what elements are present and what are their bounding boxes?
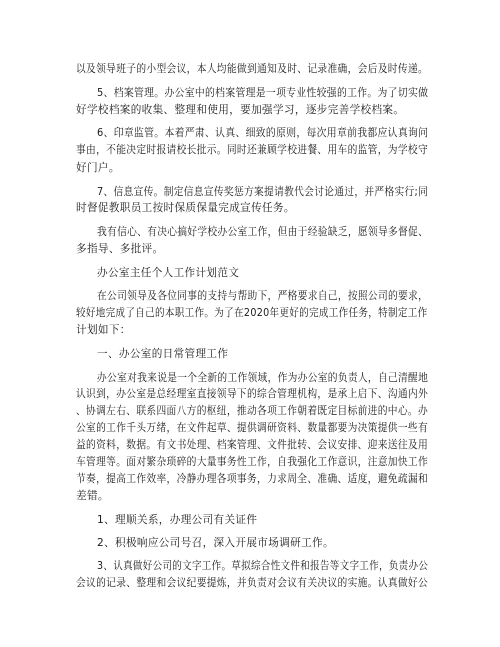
paragraph-line: 较好地完成了自己的本职工作。为了在2020年更好的完成工作任务，特制定工作 xyxy=(76,307,428,320)
paragraph-line: 办公室对我来说是一个全新的工作领域，作为办公室的负责人，自己清醒地 xyxy=(97,371,429,384)
paragraph-line: 会议的记录、整理和会议纪要提炼，并负责对会议有关决议的实施。认真做好公 xyxy=(76,577,429,589)
paragraph-line: 认识到，办公室是总经理室直接领导下的综合管理机构，是承上启下、沟通内外 xyxy=(76,388,429,401)
paragraph-line: 、协调左右、联系四面八方的枢纽，推动各项工作朝着既定目标前进的中心。办 xyxy=(76,405,429,418)
paragraph-line: 在公司领导及各位同事的支持与帮助下，严格要求自己，按照公司的要求， xyxy=(97,290,429,303)
section-title: 办公室主任个人工作计划范文 xyxy=(97,266,240,279)
paragraph-line: 事由，不能决定时报请校长批示。同时还兼顾学校进餐、用车的监管，为学校守 xyxy=(76,144,429,157)
paragraph-line: 计划如下： xyxy=(76,324,131,337)
paragraph-line: 公室的工作千头万绪，在文件起草、提供调研资料、数量都要为决策提供一些有 xyxy=(76,422,429,435)
list-item: 3、认真做好公司的文字工作。草拟综合性文件和报告等文字工作，负责办公 xyxy=(97,560,429,573)
list-item: 2、积极响应公司号召，深入开展市场调研工作。 xyxy=(97,537,334,550)
paragraph-line: 益的资料，数据。有文书处理、档案管理、文件批转、会议安排、迎来送往及用 xyxy=(76,439,429,452)
paragraph-line: 多指导、多批评。 xyxy=(76,243,164,256)
list-item: 1、理顺关系，办理公司有关证件 xyxy=(97,514,258,527)
paragraph-line: 节奏，提高工作效率，冷静办理各项事务，力求周全、准确、适度，避免疏漏和 xyxy=(76,473,429,486)
paragraph-line: 6、印章监管。本着严肃、认真、细致的原则，每次用章前我都应认真询问 xyxy=(97,127,429,140)
paragraph-line: 5、档案管理。办公室中的档案管理是一项专业性较强的工作。为了切实做 xyxy=(97,86,429,99)
paragraph-line: 时督促教职员工按时保质保量完成宣传任务。 xyxy=(76,202,295,215)
paragraph-line: 差错。 xyxy=(76,489,109,502)
paragraph-line: 好学校档案的收集、整理和使用，要加强学习，逐步完善学校档案。 xyxy=(76,103,405,116)
paragraph-line: 以及领导班子的小型会议，本人均能做到通知及时、记录准确，会后及时传递。 xyxy=(76,63,429,75)
paragraph-line: 我有信心、有决心搞好学校办公室工作，但由于经验缺乏，愿领导多督促、 xyxy=(97,226,429,239)
section-heading: 一、办公室的日常管理工作 xyxy=(97,347,229,360)
paragraph-line: 7、信息宣传。制定信息宣传奖惩方案提请教代会讨论通过，并严格实行;同 xyxy=(97,185,429,198)
paragraph-line: 车管理等。面对繁杂琐碎的大量事务性工作，自我强化工作意识，注意加快工作 xyxy=(76,456,429,469)
paragraph-line: 好门户。 xyxy=(76,161,120,174)
